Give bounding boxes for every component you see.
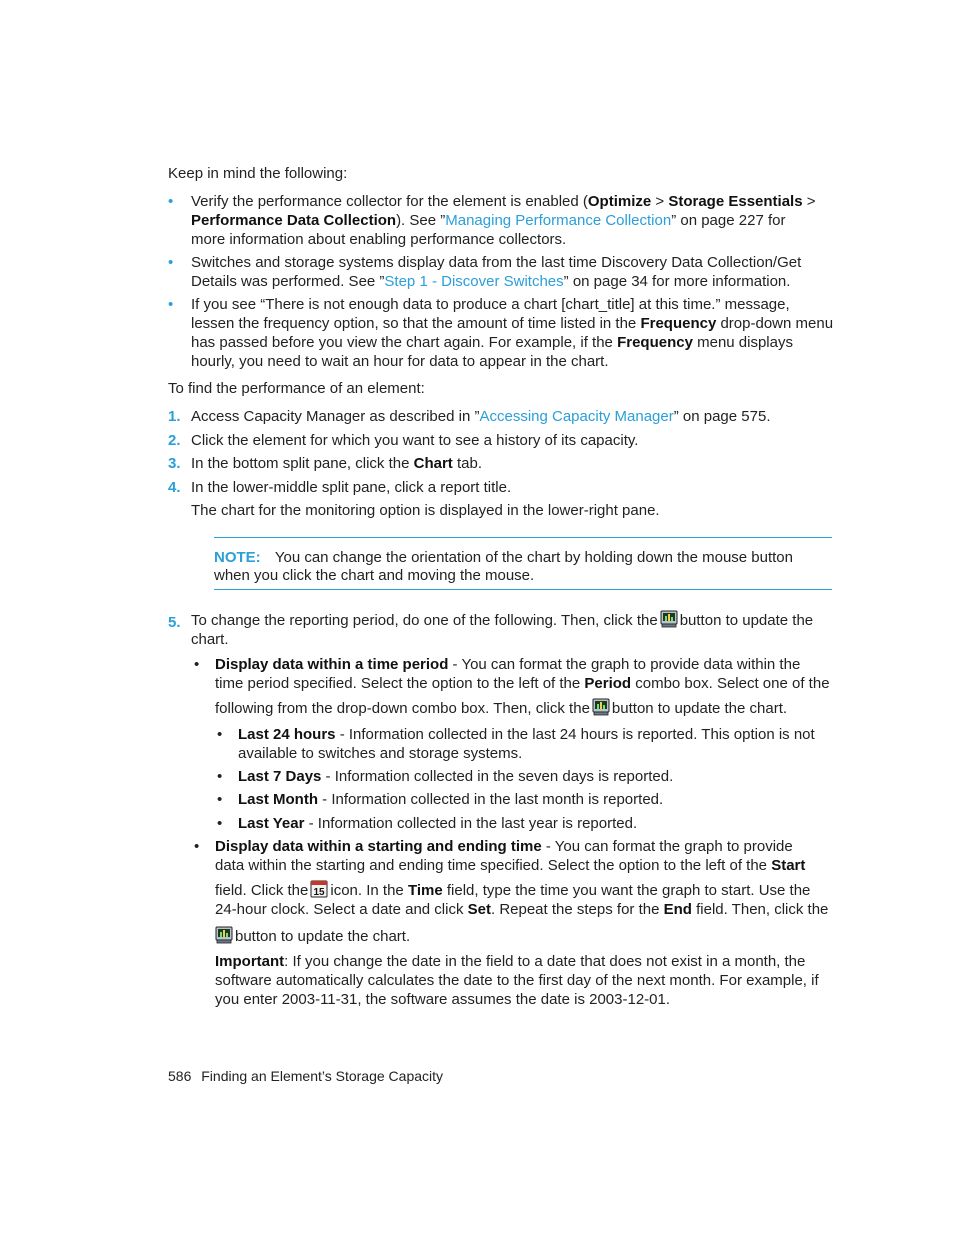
bullet-marker: • [168,193,174,210]
step-4-result: The chart for the monitoring option is displayed in the lower-right pane. [191,502,660,519]
period-last-24-hours: Last 24 hours - Information collected in the last 24 hours is reported. This option is not available to switches and storage systems. [238,726,815,762]
step-2: Click the element for which you want to see a history of its capacity. [191,432,639,449]
footer-title: Finding an Element’s Storage Capacity [201,1068,444,1084]
link-accessing-capacity-manager[interactable]: Accessing Capacity Manager [479,408,674,425]
step-number: 3. [168,455,181,472]
option-time-period-line3: following from the drop-down combo box. Then, click the button to update the chart. [215,700,788,717]
step-number: 4. [168,479,181,496]
option-start-end-time-last: button to update the chart. [215,926,410,946]
important-note: Important: If you change the date in the field to a date that does not exist in a month, the software automatically calculates the date to the first day of the next month. For example, if you enter 2003-11-31, the software assumes the date is 2003-12-01. [215,953,819,1008]
option-time-period: Display data within a time period - You can format the graph to provide data within the time period specified. Select the option to the left of the Period combo box. Select one of the [215,656,830,692]
note-label: NOTE: [214,549,261,566]
note-box: NOTE: You can change the orientation of the chart by holding down the mouse button when you click the chart and moving the mouse. [214,537,832,590]
link-step1-discover-switches[interactable]: Step 1 - Discover Switches [384,273,564,290]
step-number: 5. [168,614,181,631]
calendar-icon[interactable] [310,880,328,898]
bullet-marker: • [194,656,200,673]
bullet-marker: • [217,791,223,808]
update-chart-icon[interactable] [215,926,233,944]
period-last-month: Last Month - Information collected in the last month is reported. [238,791,664,808]
update-chart-icon[interactable] [660,610,678,628]
find-intro: To find the performance of an element: [168,380,425,397]
period-last-7-days: Last 7 Days - Information collected in the seven days is reported. [238,768,674,785]
bullet-item: Verify the performance collector for the element is enabled (Optimize > Storage Essentials > Performance Data Collection). See ”Managing Performance Collection” on page 227 for more information about enabling performance collectors. [191,193,816,248]
bullet-marker: • [194,838,200,855]
step-4: In the lower-middle split pane, click a report title. [191,479,512,496]
step-number: 1. [168,408,181,425]
link-managing-performance-collection[interactable]: Managing Performance Collection [445,212,672,229]
bullet-marker: • [217,726,223,743]
step-3: In the bottom split pane, click the Chart tab. [191,455,482,472]
bullet-marker: • [217,815,223,832]
bullet-marker: • [217,768,223,785]
bullet-marker: • [168,296,174,313]
option-start-end-time: Display data within a starting and ending time - You can format the graph to provide data within the starting and ending time specified. Select the option to the left of the Start [215,838,806,874]
svg-text:15: 15 [313,887,325,898]
step-5: To change the reporting period, do one of the following. Then, click the button to update the chart. [191,612,814,648]
intro-text: Keep in mind the following: [168,165,348,182]
page-number: 586 [168,1068,192,1084]
period-last-year: Last Year - Information collected in the last year is reported. [238,815,638,832]
step-number: 2. [168,432,181,449]
page-footer [168,1067,443,1086]
bullet-item: If you see “There is not enough data to produce a chart [chart_title] at this time.” message, lessen the frequency option, so that the amount of time listed in the Frequency drop-down menu has passed before you view the chart again. For example, if the Frequency menu displays hourly, you need to wait an hour for data to appear in the chart. [191,296,834,370]
bullet-item: Switches and storage systems display data from the last time Discovery Data Collection/Get Details was performed. See ”Step 1 - Discover Switches” on page 34 for more information. [191,254,802,290]
option-start-end-time-cont: field. Click the 15 icon. In the Time field, type the time you want the graph to start. Use the 24-hour clock. Select a date and click Set. Repeat the steps for the End field. Then, click the [215,882,829,918]
bullet-marker: • [168,254,174,271]
update-chart-icon[interactable] [592,698,610,716]
step-1: Access Capacity Manager as described in ”Accessing Capacity Manager” on page 575. [191,408,771,425]
